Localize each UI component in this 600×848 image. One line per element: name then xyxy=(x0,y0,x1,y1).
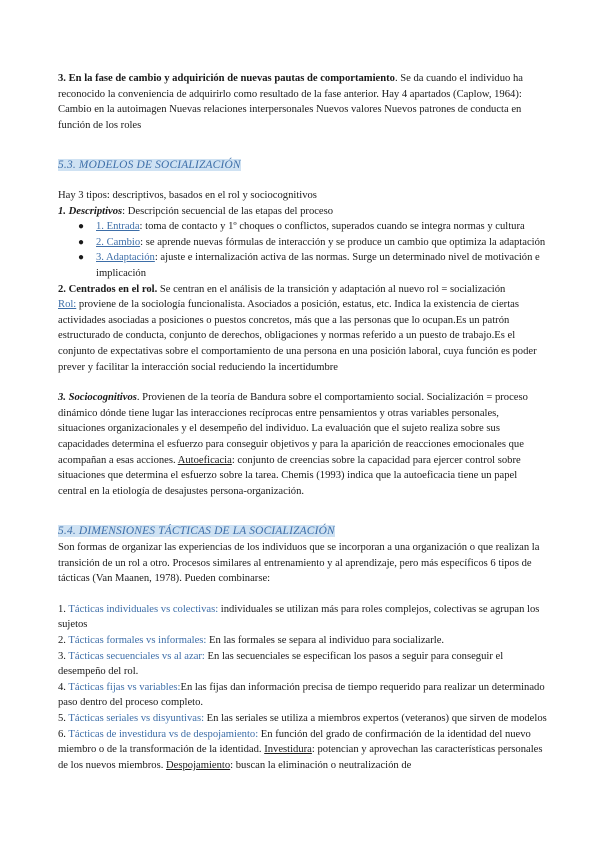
link-adaptacion[interactable]: 3. Adaptación xyxy=(96,252,155,264)
section-5-3-body xyxy=(58,188,548,499)
list-item: 6. Tácticas de investidura vs de despojamiento: En función del grado de confirmación de la identidad del nuevo miembro o de la transformación de la identidad. Investidura: potencian y aprovechan las características personales de los nuevos miembros. Despojamiento: buscan la eliminación o neutralización de xyxy=(58,728,543,771)
link-tacticas-individuales[interactable]: Tácticas individuales vs colectivas: xyxy=(68,603,219,615)
link-tacticas-secuenciales[interactable]: Tácticas secuenciales vs al azar: xyxy=(68,650,205,662)
list-item: 1. Tácticas individuales vs colectivas: individuales se utilizan más para roles complejos, colectivas se agrupan los sujetos xyxy=(58,603,540,631)
section-5-3-heading-row xyxy=(58,158,548,174)
link-tacticas-fijas[interactable]: Tácticas fijas vs variables: xyxy=(68,681,181,693)
despojamiento-term: Despojamiento xyxy=(166,759,231,771)
link-cambio[interactable]: 2. Cambio xyxy=(96,236,141,248)
descriptivos-paragraph: 1. Descriptivos: Descripción secuencial de las etapas del proceso xyxy=(58,205,334,217)
link-tacticas-seriales[interactable]: Tácticas seriales vs disyuntivas: xyxy=(68,712,205,724)
sociocognitivos-title: 3. Sociocognitivos xyxy=(58,392,137,404)
phase3-paragraph xyxy=(58,71,548,133)
descriptivos-list xyxy=(58,219,548,281)
section-5-4-heading: 5.4. DIMENSIONES TÁCTICAS DE LA SOCIALIZACIÓN xyxy=(58,525,335,537)
list-item: ● 3. Adaptación: ajuste e internalización activa de las normas. Surge un determinado nivel de motivación e implicación xyxy=(78,252,540,279)
rol-title: 2. Centrados en el rol. xyxy=(58,283,158,295)
link-tacticas-formales[interactable]: Tácticas formales vs informales: xyxy=(68,634,207,646)
section-5-3-intro: Hay 3 tipos: descriptivos, basados en el rol y sociocognitivos xyxy=(58,190,317,201)
bullet-icon: ● xyxy=(78,221,85,233)
section-5-3-heading: 5.3. MODELOS DE SOCIALIZACIÓN xyxy=(58,159,241,171)
list-item: 4. Tácticas fijas vs variables:En las fijas dan información precisa de tiempo requerido para realizar un determinado paso dentro del proceso completo. xyxy=(58,681,545,709)
list-item: 5. Tácticas seriales vs disyuntivas: En las seriales se utiliza a miembros expertos (veteranos) que sirven de modelos xyxy=(58,712,547,724)
link-entrada[interactable]: 1. Entrada xyxy=(96,221,140,233)
section-5-4-heading-row xyxy=(58,524,548,540)
phase3-text: . Se da cuando el individuo ha reconocido la conveniencia de adquirirlo como resultado de la fase anterior. Hay 4 apartados (Caplow, 1964): Cambio en la autoimagen Nuevas relaciones interpersonales Nuevos valores Nuevos patrones de conducta en función de los roles xyxy=(58,73,523,131)
bullet-icon: ● xyxy=(78,252,85,264)
list-item: 2. Tácticas formales vs informales: En las formales se separa al individuo para socializarle. xyxy=(58,634,445,646)
list-item: ● 1. Entrada: toma de contacto y 1º choques o conflictos, superados cuando se integra normas y cultura xyxy=(58,219,548,235)
section-5-4-intro: Son formas de organizar las experiencias de los individuos que se incorporan a una organización o que realizan la transición de un rol a otro. Procesos similares al entrenamiento y al aprendizaje, pero más específicos 6 tipos de tácticas (Van Maanen, 1978). Pueden combinarse: xyxy=(58,542,540,585)
investidura-term: Investidura xyxy=(264,744,312,756)
section-5-4-body xyxy=(58,540,548,773)
descriptivos-title: 1. Descriptivos xyxy=(58,205,123,217)
phase3-title: 3. En la fase de cambio y adquirición de nuevas pautas de comportamiento xyxy=(58,73,395,84)
list-item: 3. Tácticas secuenciales vs al azar: En las secuenciales se especifican los pasos a seguir para conseguir el desempeño del rol. xyxy=(58,650,504,678)
bullet-icon: ● xyxy=(78,236,85,248)
link-tacticas-investidura[interactable]: Tácticas de investidura vs de despojamiento: xyxy=(68,728,259,740)
link-rol[interactable]: Rol: xyxy=(58,299,77,311)
rol-paragraph: 2. Centrados en el rol. Se centran en el análisis de la transición y adaptación al nuevo rol = socialización Rol: proviene de la sociología funcionalista. Asociados a posición, estatus, etc. Indica la existencia de ciertas actividades asociadas a posiciones o puestos concretos, más que a las personas que lo ocupan.Es un patrón estructurado de conducta, conjunto de derechos, obligaciones y normas referido a un puesto de trabajo.Es el conjunto de expectativas sobre el comportamiento de una persona en una posición laboral, cuya función es poder prever y facilitar la interacción social reduciendo la incertidumbre xyxy=(58,283,537,373)
sociocognitivos-paragraph: 3. Sociocognitivos. Provienen de la teoría de Bandura sobre el comportamiento social. Socialización = proceso dinámico dónde tiene lugar las interacciones recíprocas entre pensamientos y otras variables personales, situaciones organizacionales y el desempeño del individuo. La evaluación que el sujeto realiza sobre sus capacidades determina el esfuerzo para conseguir objetivos y para la aparición de reacciones emocionales que acompañan a esas acciones. Autoeficacia: conjunto de creencias sobre la capacidad para ejercer control sobre situaciones que determina el esfuerzo sobre la tarea. Chemis (1993) indica que la autoeficacia tiene un papel central en la etiología de desajustes persona-organización. xyxy=(58,392,528,497)
list-item: ● 2. Cambio: se aprende nuevas fórmulas de interacción y se produce un cambio que optimiza la adaptación xyxy=(58,235,548,251)
autoeficacia-term: Autoeficacia xyxy=(177,454,232,466)
